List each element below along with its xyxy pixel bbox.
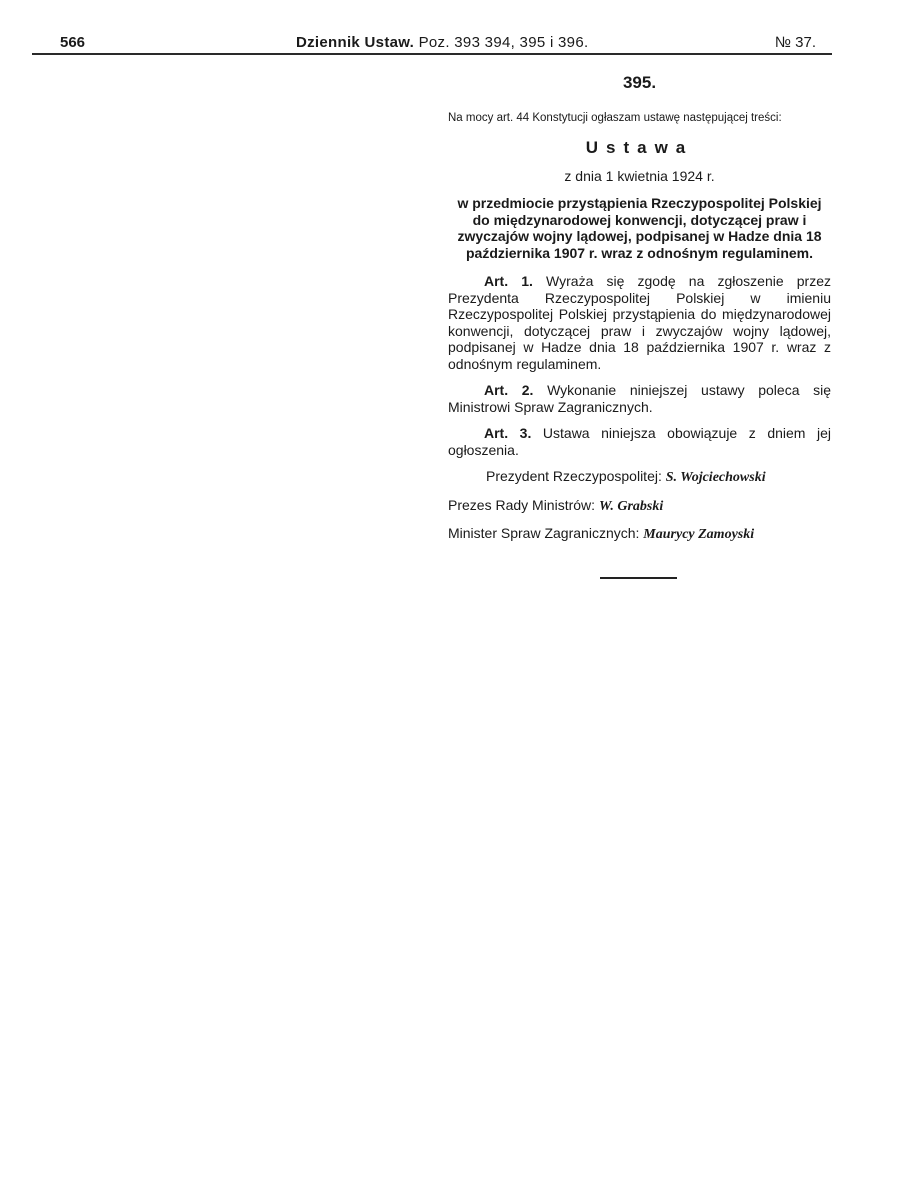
signature-name: W. Grabski [598,498,664,514]
act-column [448,70,831,554]
article-text: Wykonanie niniejszej ustawy poleca się Ministrowi Spraw Zagranicznych. [448,382,832,415]
signature-role: Prezes Rady Ministrów: [448,496,596,513]
article-text: Ustawa niniejsza obowiązuje z dniem jej ogłoszenia. [448,425,832,458]
page-number: 566 [60,34,86,51]
article-3 [448,425,831,458]
signature-role: Minister Spraw Zagranicznych: [448,525,640,541]
article-1 [448,273,831,372]
signature-prime-minister [448,497,831,516]
article-text: Wyraża się zgodę na zgłoszenie przez Prezydenta Rzeczypospolitej Polskiej w imieniu Rzeczypospolitej Polskiej przystąpienia do międzynarodowej konwencji, dotyczącej praw i zwyczajów wojny lądowej, podpisanej w Hadze dnia 18 października 1907 r. wraz z odnośnym regulaminem. [448,273,831,372]
signature-foreign-minister [448,525,831,544]
act-date: z dnia 1 kwietnia 1924 r. [564,168,715,184]
article-label: Art. 1. [484,273,533,289]
article-2 [448,382,831,415]
signature-role: Prezydent Rzeczypospolitej: [486,468,662,484]
promulgation-intro: Na mocy art. 44 Konstytucji ogłaszam ustawę następującej treści: [448,112,782,124]
position-number: 395. [622,73,657,92]
header-divider [32,53,832,55]
end-divider [600,577,677,579]
act-subject: w przedmiocie przystąpienia Rzeczypospolitej Polskiej do międzynarodowej konwencji, dotyczącej praw i zwyczajów wojny lądowej, podpisanej w Hadze dnia 18 października 1907 r. wraz z odnośnym regulaminem. [457,195,822,261]
signature-name: Maurycy Zamoyski [643,527,755,542]
signature-name: S. Wojciechowski [665,470,766,485]
article-label: Art. 3. [484,425,532,441]
position-range: Poz. 393 394, 395 i 396. [418,34,589,51]
act-title: Ustawa [585,138,694,157]
signature-president [448,468,831,487]
journal-title: Dziennik Ustaw. [296,34,415,51]
running-title [296,34,588,51]
page-header [60,30,830,54]
issue-number: № 37. [774,34,816,51]
article-label: Art. 2. [484,382,534,398]
